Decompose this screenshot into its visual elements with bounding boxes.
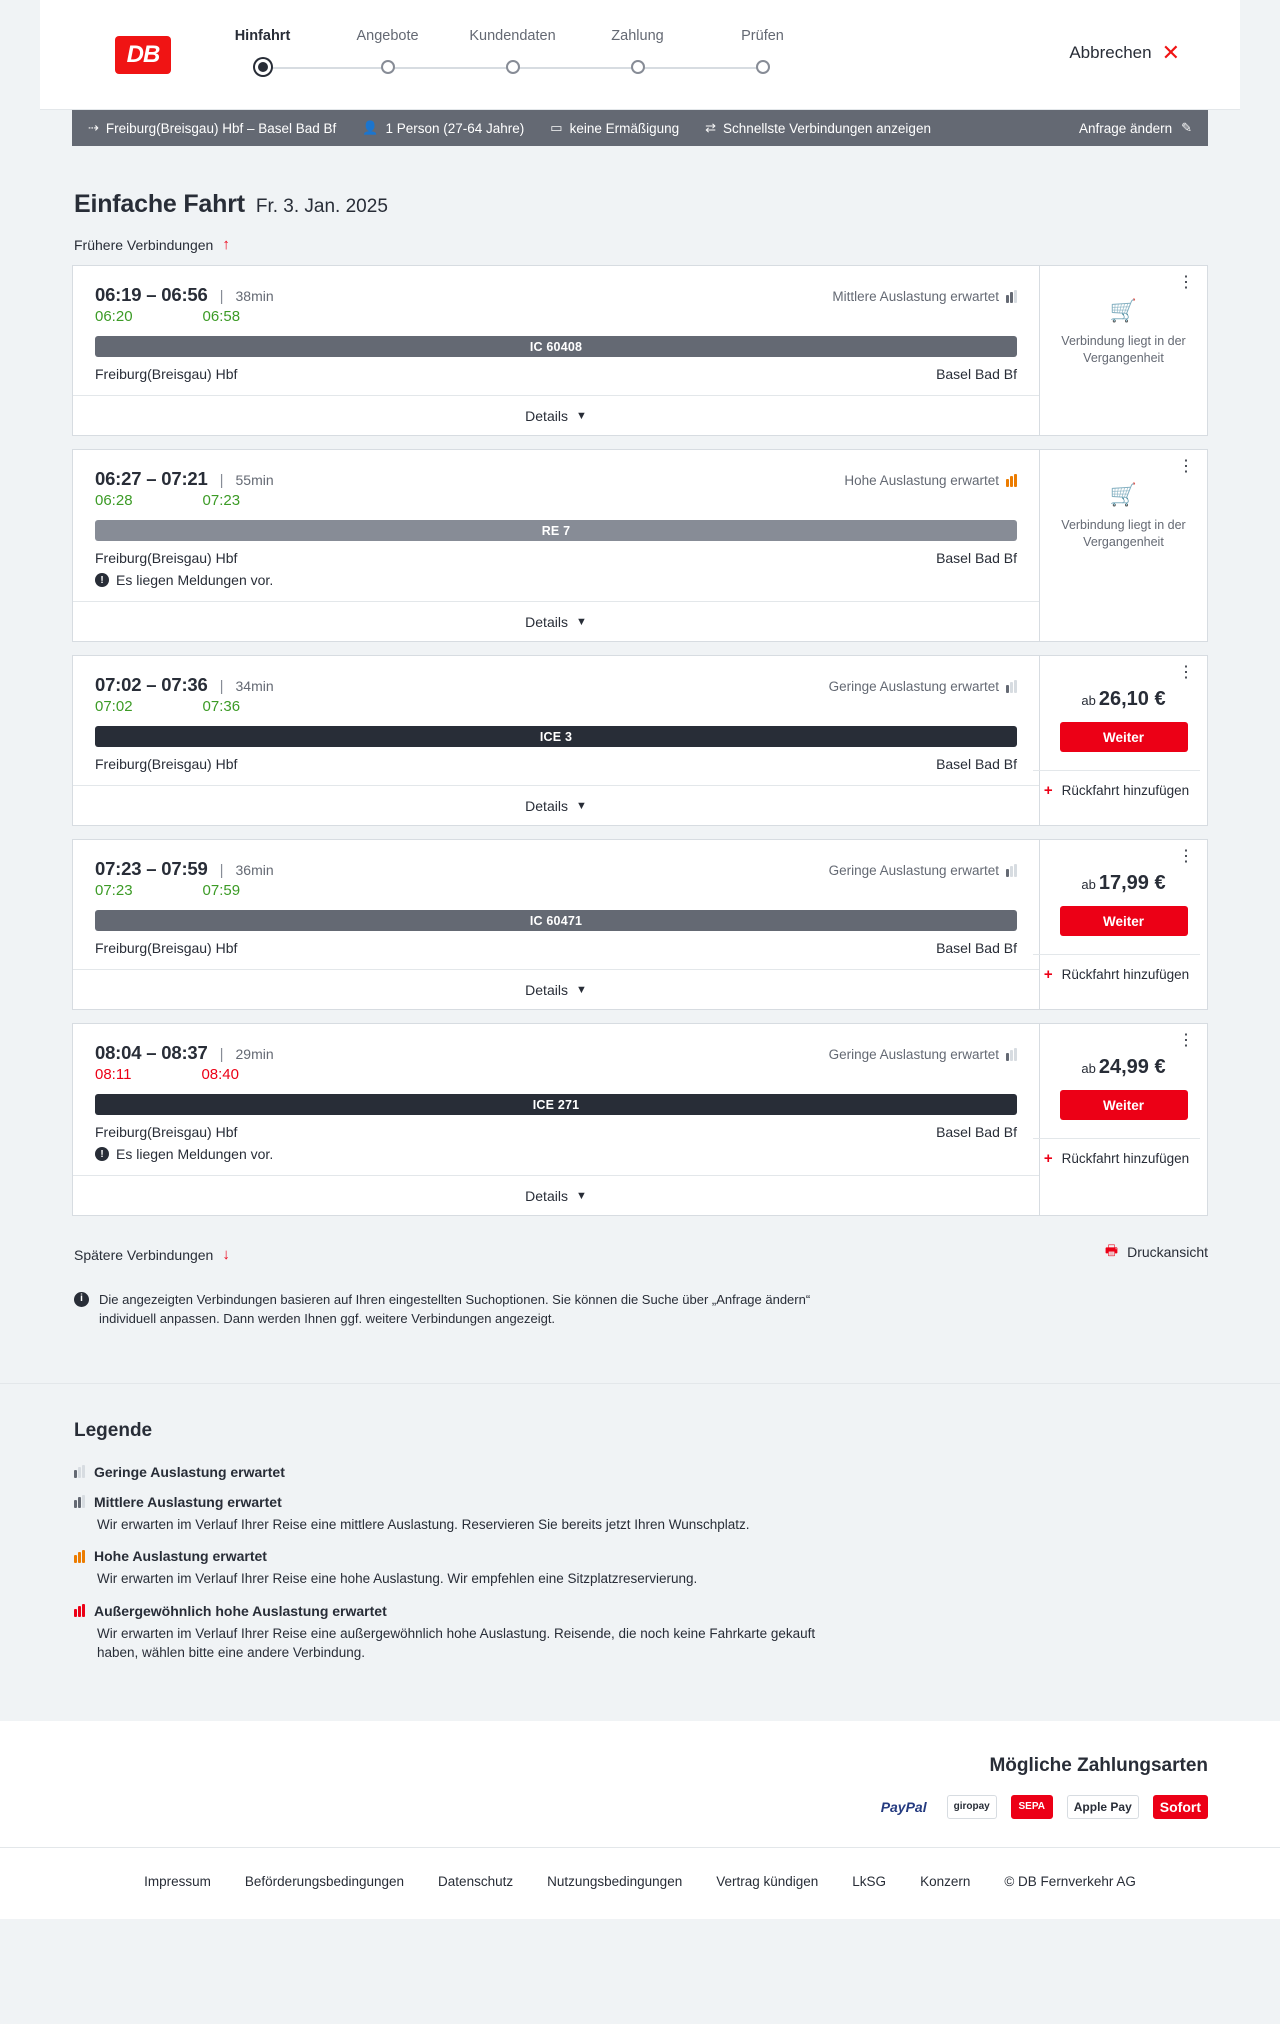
actual-arrival: 07:36 (202, 698, 241, 715)
details-label: Details (525, 1187, 568, 1204)
cart-crossed-icon: 🛒 (1109, 482, 1138, 507)
occupancy-label: Geringe Auslastung erwartet (828, 863, 999, 878)
actual-departure: 06:28 (95, 492, 133, 509)
connection-details (73, 1024, 1039, 1215)
connection-header-row (95, 1042, 1017, 1064)
footer-link[interactable]: LkSG (852, 1873, 887, 1889)
price (1081, 872, 1165, 895)
occupancy-icon (74, 1550, 85, 1563)
price-value: 26,10 € (1098, 688, 1166, 710)
add-return-trip-label: Rückfahrt hinzufügen (1061, 783, 1190, 798)
actual-arrival: 07:59 (202, 882, 241, 899)
stepper-item-angebote[interactable] (325, 28, 450, 81)
occupancy-indicator (844, 473, 1017, 488)
chevron-down-icon: ▼ (575, 799, 587, 812)
occupancy-label: Mittlere Auslastung erwartet (832, 289, 999, 304)
db-logo: DB (115, 36, 171, 74)
page-footer (0, 1847, 1280, 1919)
continue-button[interactable]: Weiter (1060, 722, 1188, 752)
occupancy-indicator (829, 863, 1017, 878)
printer-icon: 🖶 (1104, 1242, 1119, 1258)
legend-section (0, 1383, 1280, 1721)
departure-station: Freiburg(Breisgau) Hbf (95, 756, 238, 772)
payment-section (0, 1721, 1280, 1847)
details-label: Details (525, 797, 568, 814)
sort-icon: ⇄ (705, 120, 717, 135)
legend-item-head (74, 1603, 1208, 1619)
edit-query-label: Anfrage ändern (1079, 120, 1173, 136)
pencil-icon: ✎ (1181, 120, 1192, 135)
connection-details (73, 840, 1039, 1009)
arrival-station: Basel Bad Bf (936, 940, 1017, 956)
past-connection-text: Verbindung liegt in der Vergangenheit (1061, 518, 1186, 549)
legend-items (74, 1464, 1208, 1663)
occupancy-icon (1006, 680, 1017, 693)
search-hint (72, 1291, 832, 1383)
query-route[interactable] (88, 120, 362, 136)
occupancy-icon (1006, 290, 1017, 303)
actual-times-row (95, 698, 1017, 715)
price (1081, 1056, 1165, 1079)
occupancy-icon (1006, 1048, 1017, 1061)
price-prefix: ab (1081, 877, 1096, 892)
arrow-up-icon: ↑ (222, 236, 230, 253)
legend-item-label: Außergewöhnlich hohe Auslastung erwartet (94, 1602, 387, 1619)
payment-title: Mögliche Zahlungsarten (989, 1754, 1208, 1776)
time-duration-separator: | (219, 678, 224, 695)
connection-offer (1039, 656, 1207, 825)
connection-list (72, 265, 1208, 1216)
details-label: Details (525, 613, 568, 630)
occupancy-icon (74, 1495, 85, 1508)
list-bottom-row (72, 1229, 1208, 1275)
connection-duration: 29min (235, 1046, 274, 1062)
occupancy-icon (1006, 474, 1017, 487)
connection-notice-label: Es liegen Meldungen vor. (116, 572, 274, 588)
legend-item (74, 1548, 1208, 1589)
station-row (95, 940, 1017, 956)
add-return-trip-label: Rückfahrt hinzufügen (1061, 967, 1190, 982)
details-toggle-button[interactable] (73, 1175, 1039, 1215)
page-title: Einfache Fahrt (74, 190, 245, 218)
alert-icon: ! (95, 573, 109, 587)
stepper-item-hinfahrt[interactable] (200, 28, 325, 81)
occupancy-indicator (832, 289, 1017, 304)
query-discount-label: keine Ermäßigung (569, 120, 680, 136)
footer-link[interactable]: Vertrag kündigen (716, 1873, 819, 1889)
arrow-down-icon: ↓ (222, 1246, 230, 1263)
connection-offer (1039, 450, 1207, 641)
connection-notice-label: Es liegen Meldungen vor. (116, 1146, 274, 1162)
more-options-icon[interactable]: ⋮ (1178, 274, 1195, 291)
stepper-item-kundendaten[interactable] (450, 28, 575, 81)
apple-pay-icon: Apple Pay (1067, 1795, 1139, 1819)
legend-title: Legende (74, 1419, 153, 1441)
person-icon: 👤 (362, 120, 379, 135)
stepper-label: Zahlung (611, 28, 664, 44)
route-arrow-icon: ⇢ (88, 120, 99, 135)
query-route-label: Freiburg(Breisgau) Hbf – Basel Bad Bf (105, 120, 337, 136)
price-value: 24,99 € (1098, 1056, 1166, 1078)
connection-card[interactable] (72, 449, 1208, 642)
page-title-date: Fr. 3. Jan. 2025 (255, 196, 388, 217)
connection-offer (1039, 840, 1207, 1009)
departure-station: Freiburg(Breisgau) Hbf (95, 940, 238, 956)
connection-offer (1039, 266, 1207, 435)
footer-link[interactable]: Datenschutz (438, 1873, 514, 1889)
footer-link[interactable]: Beförderungsbedingungen (244, 1873, 405, 1889)
arrival-station: Basel Bad Bf (936, 550, 1017, 566)
actual-times-row (95, 1066, 1017, 1083)
actual-times-row (95, 308, 1017, 325)
giropay-icon: giropay (947, 1795, 997, 1819)
occupancy-icon (74, 1604, 85, 1617)
time-duration-separator: | (219, 472, 224, 489)
connection-time-range: 07:02 – 07:36 (95, 674, 208, 695)
details-label: Details (525, 981, 568, 998)
add-return-trip-label: Rückfahrt hinzufügen (1061, 1151, 1190, 1166)
cart-crossed-icon: 🛒 (1109, 298, 1138, 323)
query-discount[interactable] (550, 120, 705, 136)
legend-item (74, 1464, 1208, 1480)
arrival-station: Basel Bad Bf (936, 366, 1017, 382)
legend-item-head (74, 1464, 1208, 1480)
query-sort-label: Schnellste Verbindungen anzeigen (723, 120, 931, 136)
departure-station: Freiburg(Breisgau) Hbf (95, 550, 238, 566)
stepper-label: Hinfahrt (234, 28, 291, 44)
connection-time-range: 07:23 – 07:59 (95, 858, 208, 879)
actual-arrival: 06:58 (202, 308, 241, 325)
details-label: Details (525, 407, 568, 424)
paypal-icon: PayPal (875, 1795, 933, 1819)
stepper-dot (258, 62, 268, 72)
footer-link[interactable]: Impressum (144, 1873, 211, 1889)
actual-arrival: 08:40 (201, 1066, 239, 1083)
connection-time-range: 06:19 – 06:56 (95, 284, 208, 305)
actual-departure: 06:20 (95, 308, 133, 325)
checkout-stepper (200, 28, 825, 81)
arrival-station: Basel Bad Bf (936, 1124, 1017, 1140)
search-hint-text: Die angezeigten Verbindungen basieren auf Ihren eingestellten Suchoptionen. Sie können die Suche über „Anfrage ändern“ individuell anpassen. Dann werden Ihnen ggf. weitere Verbindungen angezeigt. (99, 1292, 811, 1326)
legend-item-label: Mittlere Auslastung erwartet (94, 1493, 282, 1510)
connection-card[interactable] (72, 1023, 1208, 1216)
station-row (95, 1124, 1017, 1140)
station-row (95, 366, 1017, 382)
train-line-bar[interactable]: IC 60471 (95, 910, 1017, 931)
details-toggle-button[interactable] (73, 395, 1039, 435)
connection-duration: 55min (235, 472, 274, 488)
train-line-bar[interactable]: ICE 3 (95, 726, 1017, 747)
cancel-label: Abbrechen (1069, 43, 1152, 62)
price-value: 17,99 € (1098, 872, 1166, 894)
stepper-dot-row (575, 55, 700, 81)
continue-button[interactable]: Weiter (1060, 1090, 1188, 1120)
occupancy-label: Geringe Auslastung erwartet (828, 679, 999, 694)
occupancy-label: Geringe Auslastung erwartet (828, 1047, 999, 1062)
time-duration-separator: | (219, 1046, 224, 1063)
actual-departure: 07:23 (95, 882, 133, 899)
earlier-connections-button[interactable] (72, 236, 1208, 253)
plus-icon: + (1043, 1150, 1053, 1167)
time-duration-separator: | (219, 862, 224, 879)
price (1081, 688, 1165, 711)
legend-item-label: Geringe Auslastung erwartet (94, 1463, 285, 1480)
train-line-bar[interactable]: IC 60408 (95, 336, 1017, 357)
connection-duration: 36min (235, 862, 274, 878)
legend-item-head (74, 1548, 1208, 1564)
stepper-dot-row (200, 55, 325, 81)
stepper-label: Prüfen (741, 28, 784, 44)
connection-time-range: 06:27 – 07:21 (95, 468, 208, 489)
time-duration-separator: | (219, 288, 224, 305)
info-icon: i (74, 1292, 89, 1307)
add-return-trip-button[interactable] (1033, 770, 1200, 810)
alert-icon: ! (95, 1147, 109, 1161)
later-connections-button[interactable] (72, 1246, 230, 1263)
connection-header-row (95, 468, 1017, 490)
stepper-dot (381, 60, 395, 74)
stepper-label: Kundendaten (469, 28, 556, 44)
add-return-trip-button[interactable] (1033, 1138, 1200, 1178)
close-icon: ✕ (1161, 40, 1180, 65)
more-options-icon[interactable]: ⋮ (1178, 458, 1195, 475)
arrival-station: Basel Bad Bf (936, 756, 1017, 772)
connection-details (73, 450, 1039, 641)
footer-copyright: © DB Fernverkehr AG (1004, 1873, 1136, 1889)
connection-card[interactable] (72, 265, 1208, 436)
connection-duration: 38min (235, 288, 274, 304)
sepa-icon: SEPA (1011, 1795, 1053, 1819)
stepper-item-prüfen[interactable] (700, 28, 825, 81)
connection-offer (1039, 1024, 1207, 1215)
stepper-dot-row (450, 55, 575, 81)
chevron-down-icon: ▼ (575, 409, 587, 422)
stepper-dot (631, 60, 645, 74)
print-view-label: Druckansicht (1127, 1244, 1208, 1260)
connection-notice[interactable] (95, 1146, 1017, 1162)
occupancy-indicator (829, 1047, 1017, 1062)
query-travellers[interactable] (362, 120, 550, 136)
stepper-item-zahlung[interactable] (575, 28, 700, 81)
chevron-down-icon: ▼ (575, 1189, 587, 1202)
legend-item (74, 1494, 1208, 1535)
actual-times-row (95, 492, 1017, 509)
sofort-icon: Sofort (1153, 1795, 1208, 1819)
chevron-down-icon: ▼ (575, 615, 587, 628)
card-icon: ▭ (550, 120, 563, 135)
query-travellers-label: 1 Person (27-64 Jahre) (385, 120, 525, 136)
footer-link[interactable]: Nutzungsbedingungen (547, 1873, 683, 1889)
connection-header-row (95, 674, 1017, 696)
more-options-icon[interactable]: ⋮ (1178, 664, 1195, 681)
payment-icons (72, 1795, 1208, 1819)
connection-header-row (95, 284, 1017, 306)
legend-item (74, 1603, 1208, 1663)
continue-button[interactable]: Weiter (1060, 906, 1188, 936)
query-sort[interactable] (705, 120, 957, 136)
price-prefix: ab (1081, 1061, 1096, 1076)
footer-links (72, 1874, 1208, 1889)
actual-departure: 07:02 (95, 698, 133, 715)
plus-icon: + (1043, 966, 1053, 983)
actual-times-row (95, 882, 1017, 899)
occupancy-icon (1006, 864, 1017, 877)
occupancy-indicator (829, 679, 1017, 694)
actual-departure: 08:11 (95, 1066, 132, 1083)
more-options-icon[interactable]: ⋮ (1178, 1032, 1195, 1049)
stepper-dot (756, 60, 770, 74)
details-toggle-button[interactable] (73, 601, 1039, 641)
occupancy-label: Hohe Auslastung erwartet (844, 473, 999, 488)
connection-notice[interactable] (95, 572, 1017, 588)
legend-item-desc: Wir erwarten im Verlauf Ihrer Reise eine hohe Auslastung. Wir empfehlen eine Sitzplatzreservierung. (97, 1571, 698, 1587)
plus-icon: + (1043, 782, 1053, 799)
edit-query-button[interactable] (1079, 120, 1192, 136)
past-connection-text: Verbindung liegt in der Vergangenheit (1061, 334, 1186, 365)
occupancy-icon (74, 1465, 85, 1478)
price-prefix: ab (1081, 693, 1096, 708)
main-content (72, 146, 1208, 1383)
chevron-down-icon: ▼ (575, 983, 587, 996)
stepper-dot-row (700, 55, 825, 81)
later-connections-label: Spätere Verbindungen (74, 1246, 214, 1263)
actual-arrival: 07:23 (202, 492, 241, 509)
connection-header-row (95, 858, 1017, 880)
legend-item-desc: Wir erwarten im Verlauf Ihrer Reise eine außergewöhnlich hohe Auslastung. Reisende, die noch keine Fahrkarte gekauft haben, wählen bitte eine andere Verbindung. (97, 1625, 816, 1661)
connection-details (73, 656, 1039, 825)
stepper-dot-row (325, 55, 450, 81)
print-view-button[interactable] (1105, 1240, 1208, 1264)
footer-link[interactable]: Konzern (920, 1873, 971, 1889)
app-header (40, 0, 1240, 110)
legend-item-label: Hohe Auslastung erwartet (94, 1548, 267, 1565)
details-toggle-button[interactable] (73, 969, 1039, 1009)
connection-time-range: 08:04 – 08:37 (95, 1042, 208, 1063)
legend-item-head (74, 1494, 1208, 1510)
page-title-row (72, 190, 1208, 219)
station-row (95, 550, 1017, 566)
station-row (95, 756, 1017, 772)
query-summary-bar (72, 110, 1208, 146)
connection-duration: 34min (235, 678, 274, 694)
connection-details (73, 266, 1039, 435)
train-line-bar[interactable]: ICE 271 (95, 1094, 1017, 1115)
details-toggle-button[interactable] (73, 785, 1039, 825)
more-options-icon[interactable]: ⋮ (1178, 848, 1195, 865)
stepper-label: Angebote (356, 28, 419, 44)
departure-station: Freiburg(Breisgau) Hbf (95, 366, 238, 382)
legend-item-desc: Wir erwarten im Verlauf Ihrer Reise eine mittlere Auslastung. Reservieren Sie bereits jetzt Ihren Wunschplatz. (97, 1516, 750, 1532)
cancel-button[interactable] (1069, 42, 1180, 64)
train-line-bar[interactable]: RE 7 (95, 520, 1017, 541)
stepper-dot (506, 60, 520, 74)
earlier-connections-label: Frühere Verbindungen (74, 236, 214, 253)
add-return-trip-button[interactable] (1033, 954, 1200, 994)
connection-card[interactable] (72, 655, 1208, 826)
departure-station: Freiburg(Breisgau) Hbf (95, 1124, 238, 1140)
connection-card[interactable] (72, 839, 1208, 1010)
